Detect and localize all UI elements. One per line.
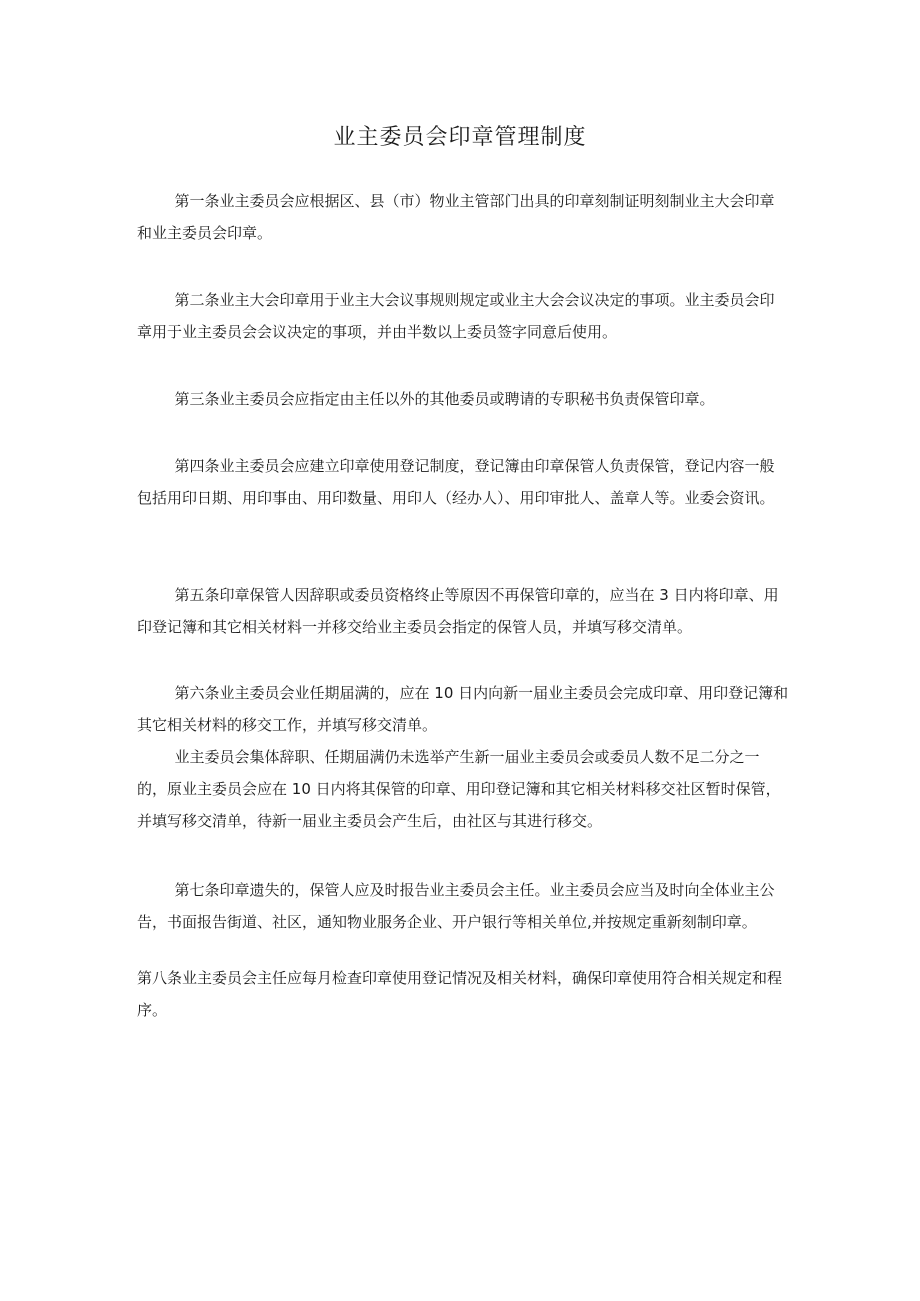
article-5: [137, 579, 789, 643]
article-paragraph: 第八条业主委员会主任应每月检查印章使用登记情况及相关材料，确保印章使用符合相关规定和程序。: [137, 969, 783, 1019]
article-paragraph: 第四条业主委员会应建立印章使用登记制度，登记簿由印章保管人负责保管，登记内容一般包括用印日期、用印事由、用印数量、用印人（经办人）、用印审批人、盖章人等。业委会资讯。: [137, 457, 775, 507]
article-paragraph: 第五条印章保管人因辞职或委员资格终止等原因不再保管印章的，应当在 3 日内将印章、用印登记簿和其它相关材料一并移交给业主委员会指定的保管人员，并填写移交清单。: [137, 586, 779, 636]
article-2: [137, 284, 789, 348]
article-paragraph: 业主委员会集体辞职、任期届满仍未选举产生新一届业主委员会或委员人数不足二分之一的，原业主委员会应在 10 日内将其保管的印章、用印登记簿和其它相关材料移交社区暂时保管，并填写移交清单，待新一届业主委员会产生后，由社区与其进行移交。: [137, 748, 781, 830]
article-paragraph: 第六条业主委员会业任期届满的，应在 10 日内向新一届业主委员会完成印章、用印登记簿和其它相关材料的移交工作，并填写移交清单。: [137, 684, 789, 734]
article-paragraph: 第一条业主委员会应根据区、县（市）物业主管部门出具的印章刻制证明刻制业主大会印章和业主委员会印章。: [137, 192, 775, 242]
article-4: [137, 450, 789, 514]
article-1: [137, 185, 789, 249]
article-3: [137, 383, 789, 415]
article-paragraph: 第三条业主委员会应指定由主任以外的其他委员或聘请的专职秘书负责保管印章。: [174, 390, 715, 408]
article-7: [137, 874, 789, 938]
document-title: 业主委员会印章管理制度: [333, 125, 587, 150]
article-paragraph: 第七条印章遗失的，保管人应及时报告业主委员会主任。业主委员会应当及时向全体业主公告，书面报告街道、社区，通知物业服务企业、开户银行等相关单位,并按规定重新刻制印章。: [137, 881, 775, 931]
article-6: [137, 677, 789, 837]
article-paragraph: 第二条业主大会印章用于业主大会议事规则规定或业主大会会议决定的事项。业主委员会印章用于业主委员会会议决定的事项，并由半数以上委员签字同意后使用。: [137, 291, 775, 341]
article-8: [137, 962, 789, 1026]
